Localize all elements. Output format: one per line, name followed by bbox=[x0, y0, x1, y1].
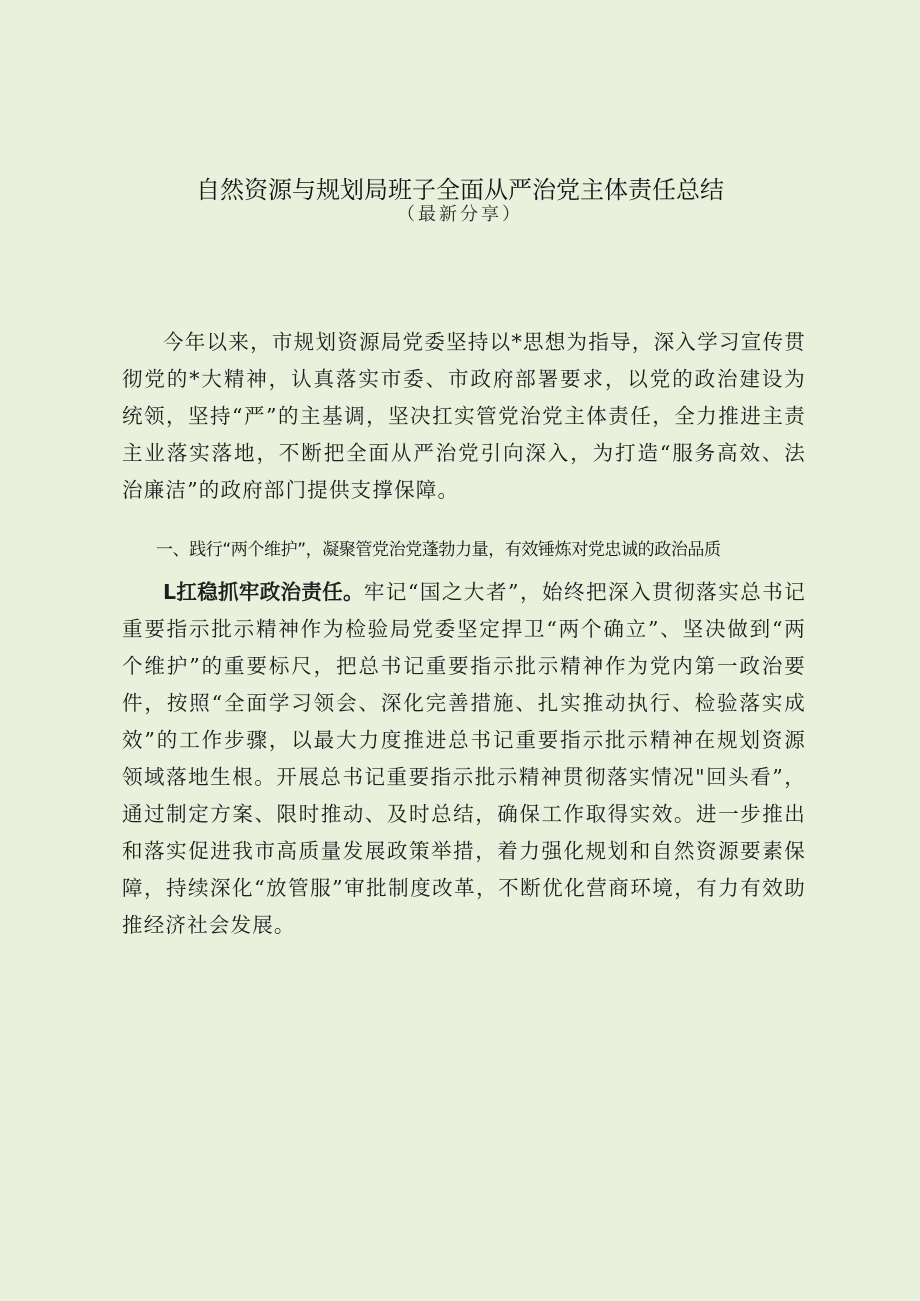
paragraph-section-1-1 bbox=[122, 574, 806, 944]
paragraph-body: 牢记“国之大者”，始终把深入贯彻落实总书记重要指示批示精神作为检验局党委坚定捍卫“两个确立”、坚决做到“两个维护”的重要标尺，把总书记重要指示批示精神作为党内第一政治要件，按照“全面学习领会、深化完善措施、扎实推动执行、检验落实成效”的工作步骤，以最大力度推进总书记重要指示批示精神在规划资源领域落地生根。开展总书记重要指示批示精神贯彻落实情况"回头看”，通过制定方案、限时推动、及时总结，确保工作取得实效。进一步推出和落实促进我市高质量发展政策举措，着力强化规划和自然资源要素保障，持续深化“放管服”审批制度改革，不断优化营商环境，有力有效助推经济社会发展。 bbox=[122, 580, 806, 937]
paragraph-lead-heading: L扛稳抓牢政治责任。 bbox=[163, 580, 364, 604]
paragraph-intro: 今年以来，市规划资源局党委坚持以*思想为指导，深入学习宣传贯彻党的*大精神，认真落实市委、市政府部署要求，以党的政治建设为统领，坚持“严”的主基调，坚决扛实管党治党主体责任，全力推进主责主业落实落地，不断把全面从严治党引向深入，为打造“服务高效、法治廉洁”的政府部门提供支撑保障。 bbox=[122, 330, 806, 502]
document-subtitle: （最新分享） bbox=[397, 204, 523, 225]
section-heading-1: 一、践行“两个维护”，凝聚管党治党蓬勃力量，有效锤炼对党忠诚的政治品质 bbox=[156, 540, 721, 560]
document-title: 自然资源与规划局班子全面从严治党主体责任总结 bbox=[196, 176, 724, 204]
